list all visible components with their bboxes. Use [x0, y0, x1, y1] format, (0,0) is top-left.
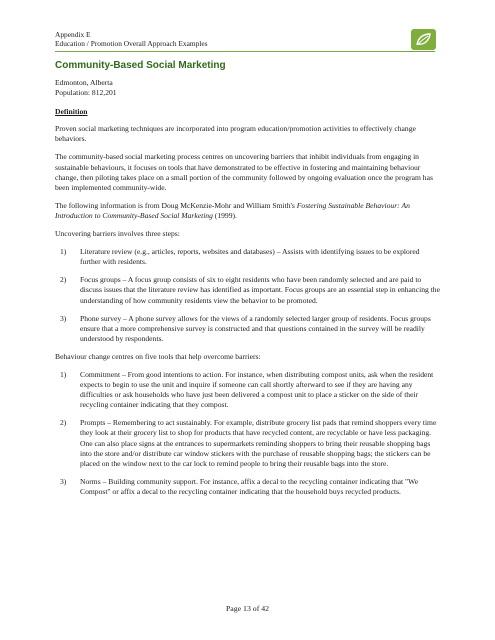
list-item — [55, 477, 440, 497]
paragraph-source — [55, 201, 440, 221]
list-number: 2) — [60, 418, 67, 428]
list-number: 3) — [60, 476, 67, 486]
list-text: Norms – Building community support. For instance, affix a decal to the recycling container indicating that "We Compost" or affix a decal to the recycling container indicating that the household buys recycled products. — [80, 476, 419, 496]
source-prefix: The following information is from Doug McKenzie-Mohr and William Smith's — [55, 200, 297, 210]
list-item — [55, 314, 440, 344]
page-number: Page 13 of 42 — [225, 604, 270, 613]
definition-heading: Definition — [55, 107, 88, 117]
running-header — [55, 30, 208, 49]
paragraph-process: The community-based social marketing process centres on uncovering barriers that inhibit individuals from engaging in sustainable behaviours, it focuses on tools that have demonstrated to be effective in fostering and maintaining behaviour change, then piloting takes place on a small portion of the community followed by ongoing evaluation once the program has been implemented community-wide. — [55, 152, 433, 192]
paragraph-steps-intro: Uncovering barriers involves three steps: — [55, 229, 180, 239]
paragraph-tools-intro: Behaviour change centres on five tools that help overcome barriers: — [55, 351, 261, 361]
list-item — [55, 247, 440, 267]
list-number: 1) — [60, 247, 67, 257]
source-suffix: (1999). — [212, 210, 237, 220]
page-title: Community-Based Social Marketing — [55, 60, 226, 71]
list-item — [55, 275, 440, 305]
paragraph-intro: Proven social marketing techniques are incorporated into program education/promotion activities to effectively change behaviors. — [55, 124, 416, 144]
list-number: 2) — [60, 275, 67, 285]
source-book-title: Fostering Sustainable Behaviour: An Introduction to Community-Based Social Marketing — [55, 200, 410, 220]
main-content — [55, 59, 440, 505]
list-text: Literature review (e.g., articles, reports, websites and databases) – Assists with identifying issues to be explored further with residents. — [80, 247, 420, 267]
header-appendix: Appendix E — [55, 30, 91, 39]
list-text: Commitment – From good intentions to action. For instance, when distributing compost units, ask when the resident expects to begin to use the unit and inquire if someone can call shortly afterward to see if they are having any difficulties or ask households who have just been delivered a compost unit to place a sticker on the side of their recycling container indicating that they compost. — [80, 369, 434, 410]
steps-list — [55, 247, 440, 344]
location-block — [55, 78, 440, 98]
list-text: Prompts – Remembering to act sustainably. For example, distribute grocery list pads that remind shoppers every time they look at their grocery list to shop for products that have recycled content, are recyclable or have less packaging. One can also place signs at the entrances to supermarkets reminding shoppers to bring their reusable shopping bags into the store and/or distribute car window stickers with the purchase of reusable shopping bags; the stickers can be placed on the window next to the car lock to remind people to bring their reusable bags into the store. — [80, 418, 437, 468]
list-number: 3) — [60, 313, 67, 323]
header-rule — [55, 51, 435, 52]
list-text: Focus groups – A focus group consists of six to eight residents who have been randomly selected and are paid to discuss issues that the literature review has identified as important. Focus groups are an essential step in enhancing the understanding of how community residents view the behavior to be promoted. — [80, 275, 440, 305]
list-item — [55, 370, 440, 410]
location-city: Edmonton, Alberta — [55, 78, 113, 87]
leaf-icon — [411, 29, 436, 50]
header-section: Education / Promotion Overall Approach Examples — [55, 39, 208, 49]
tools-list — [55, 370, 440, 497]
location-population: Population: 812,201 — [55, 88, 117, 98]
list-item — [55, 418, 440, 468]
list-number: 1) — [60, 369, 67, 379]
list-text: Phone survey – A phone survey allows for the views of a randomly selected larger group of residents. Focus groups ensure that a more comprehensive survey is constructed and that questions contained in the survey will be readily understood by respondents. — [80, 313, 431, 343]
